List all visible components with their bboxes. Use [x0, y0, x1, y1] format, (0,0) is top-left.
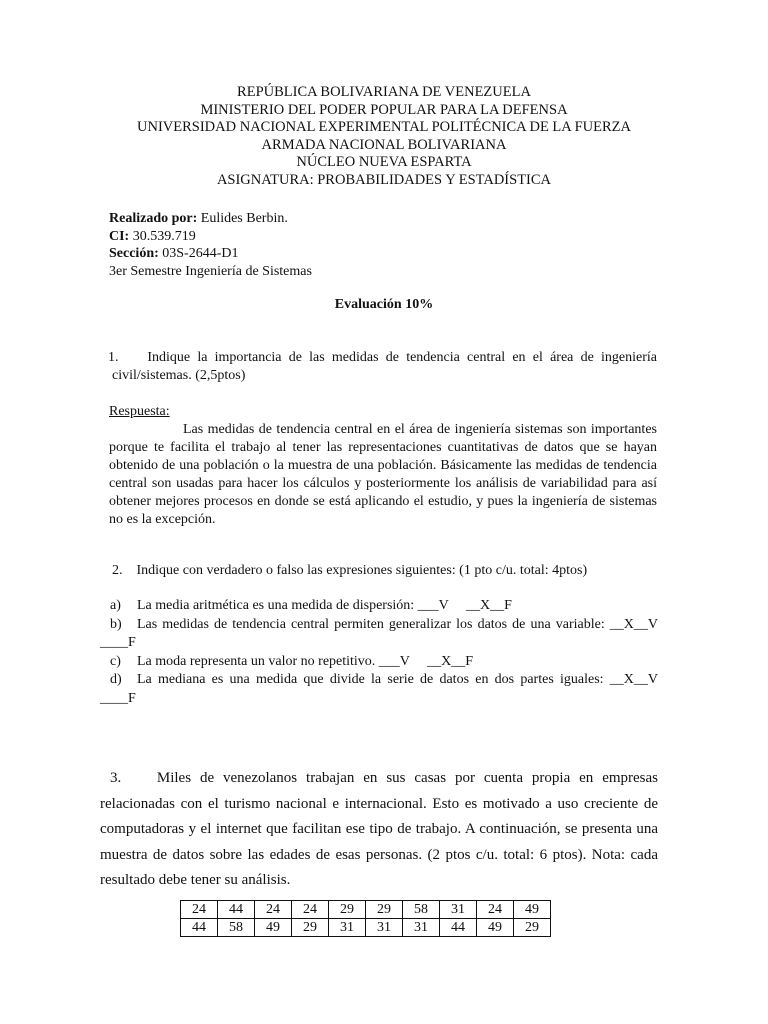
realizado-value: Eulides Berbin. — [197, 211, 288, 226]
question-2-number: 2. — [112, 563, 123, 578]
answer-text: Las medidas de tendencia central en el área de ingeniería sistemas son importantes porque te facilita el trabajo al tener las representaciones cuantitativas de datos que se hayan obtenido de una población o la muestra de una población. Básicamente las medidas de tendencia central son usadas para hacer los cálculos y posteriormente los análisis de variabilidad para así obtener mejores procesos en donde se está aplicando el estudio, y pues la ingeniería de sistemas no es la excepción. — [109, 422, 657, 527]
header-line: UNIVERSIDAD NACIONAL EXPERIMENTAL POLITÉCNICA DE LA FUERZA — [137, 119, 631, 135]
table-cell: 49 — [514, 901, 551, 919]
table-cell: 24 — [292, 901, 329, 919]
list-item — [100, 597, 658, 616]
table-cell: 24 — [255, 901, 292, 919]
item-continuation: ____F — [100, 635, 136, 650]
item-letter: c) — [110, 653, 121, 669]
list-item — [100, 671, 658, 690]
ci-value: 30.539.719 — [129, 228, 196, 244]
table-cell: 31 — [403, 919, 440, 937]
table-cell: 49 — [477, 919, 514, 937]
table-row — [181, 901, 551, 919]
table-cell: 31 — [366, 919, 403, 937]
table-cell: 24 — [477, 901, 514, 919]
seccion-value: 03S-2644-D1 — [158, 246, 239, 261]
table-cell: 44 — [440, 919, 477, 937]
answer-1 — [109, 403, 657, 529]
ages-table — [180, 900, 551, 937]
header-line: ARMADA NACIONAL BOLIVARIANA — [261, 136, 507, 153]
header-line: ASIGNATURA: PROBABILIDADES Y ESTADÍSTICA — [216, 171, 552, 188]
table-cell: 31 — [440, 901, 477, 919]
question-3-number: 3. — [110, 770, 122, 786]
table-cell: 49 — [255, 919, 292, 937]
table-cell: 29 — [329, 901, 366, 919]
list-item — [100, 616, 658, 635]
header-line: NÚCLEO NUEVA ESPARTA — [296, 154, 472, 170]
ci-label: CI: — [109, 228, 130, 244]
question-1 — [108, 349, 657, 385]
header-line: REPÚBLICA BOLIVARIANA DE VENEZUELA — [237, 84, 531, 100]
item-text: La mediana es una medida que divide la serie de datos en dos partes iguales: __X__V — [137, 672, 658, 687]
table-cell: 31 — [329, 919, 366, 937]
item-text: Las medidas de tendencia central permiten generalizar los datos de una variable: __X__V — [137, 616, 658, 632]
item-letter: b) — [110, 616, 122, 632]
table-cell: 24 — [181, 901, 218, 919]
item-text: La media aritmética es una medida de dispersión: ___V __X__F — [137, 598, 512, 613]
question-3-text — [100, 766, 658, 894]
author-info — [109, 210, 312, 280]
question-2 — [112, 562, 587, 580]
question-1-text — [108, 349, 657, 385]
true-false-list — [100, 597, 658, 708]
table-cell: 44 — [218, 901, 255, 919]
header-line: MINISTERIO DEL PODER POPULAR PARA LA DEFENSA — [200, 101, 568, 118]
question-3-body: Miles de venezolanos trabajan en sus casas por cuenta propia en empresas relacionadas con el turismo nacional e internacional. Esto es motivado a uso creciente de computadoras y el internet que facilitan ese tipo de trabajo. A continuación, se presenta una muestra de datos sobre las edades de esas personas. (2 ptos c/u. total: 6 ptos). Nota: cada resultado debe tener su análisis. — [100, 770, 659, 888]
question-1-number: 1. — [108, 350, 119, 365]
table-row — [181, 919, 551, 937]
answer-label: Respuesta: — [109, 404, 170, 419]
table-cell: 29 — [292, 919, 329, 937]
question-2-text: Indique con verdadero o falso las expresiones siguientes: (1 pto c/u. total: 4ptos) — [136, 563, 588, 578]
question-1-body: Indique la importancia de las medidas de tendencia central en el área de ingeniería civil/sistemas. (2,5ptos) — [112, 350, 657, 383]
semester-line: 3er Semestre Ingeniería de Sistemas — [109, 263, 312, 279]
table-cell: 44 — [181, 919, 218, 937]
table-cell: 58 — [403, 901, 440, 919]
item-text: La moda representa un valor no repetitivo. ___V __X__F — [137, 653, 474, 669]
evaluation-title: Evaluación 10% — [334, 297, 434, 312]
item-letter: a) — [110, 598, 121, 613]
author-line — [109, 210, 312, 228]
ci-line — [109, 228, 312, 246]
list-item — [100, 653, 658, 672]
institution-header — [0, 84, 768, 189]
question-3 — [100, 766, 658, 894]
seccion-label: Sección: — [109, 246, 159, 261]
table-cell: 29 — [366, 901, 403, 919]
item-letter: d) — [110, 672, 122, 687]
realizado-label: Realizado por: — [109, 211, 198, 226]
table-cell: 58 — [218, 919, 255, 937]
table-cell: 29 — [514, 919, 551, 937]
item-continuation: ____F — [100, 690, 136, 706]
section-line — [109, 245, 312, 263]
